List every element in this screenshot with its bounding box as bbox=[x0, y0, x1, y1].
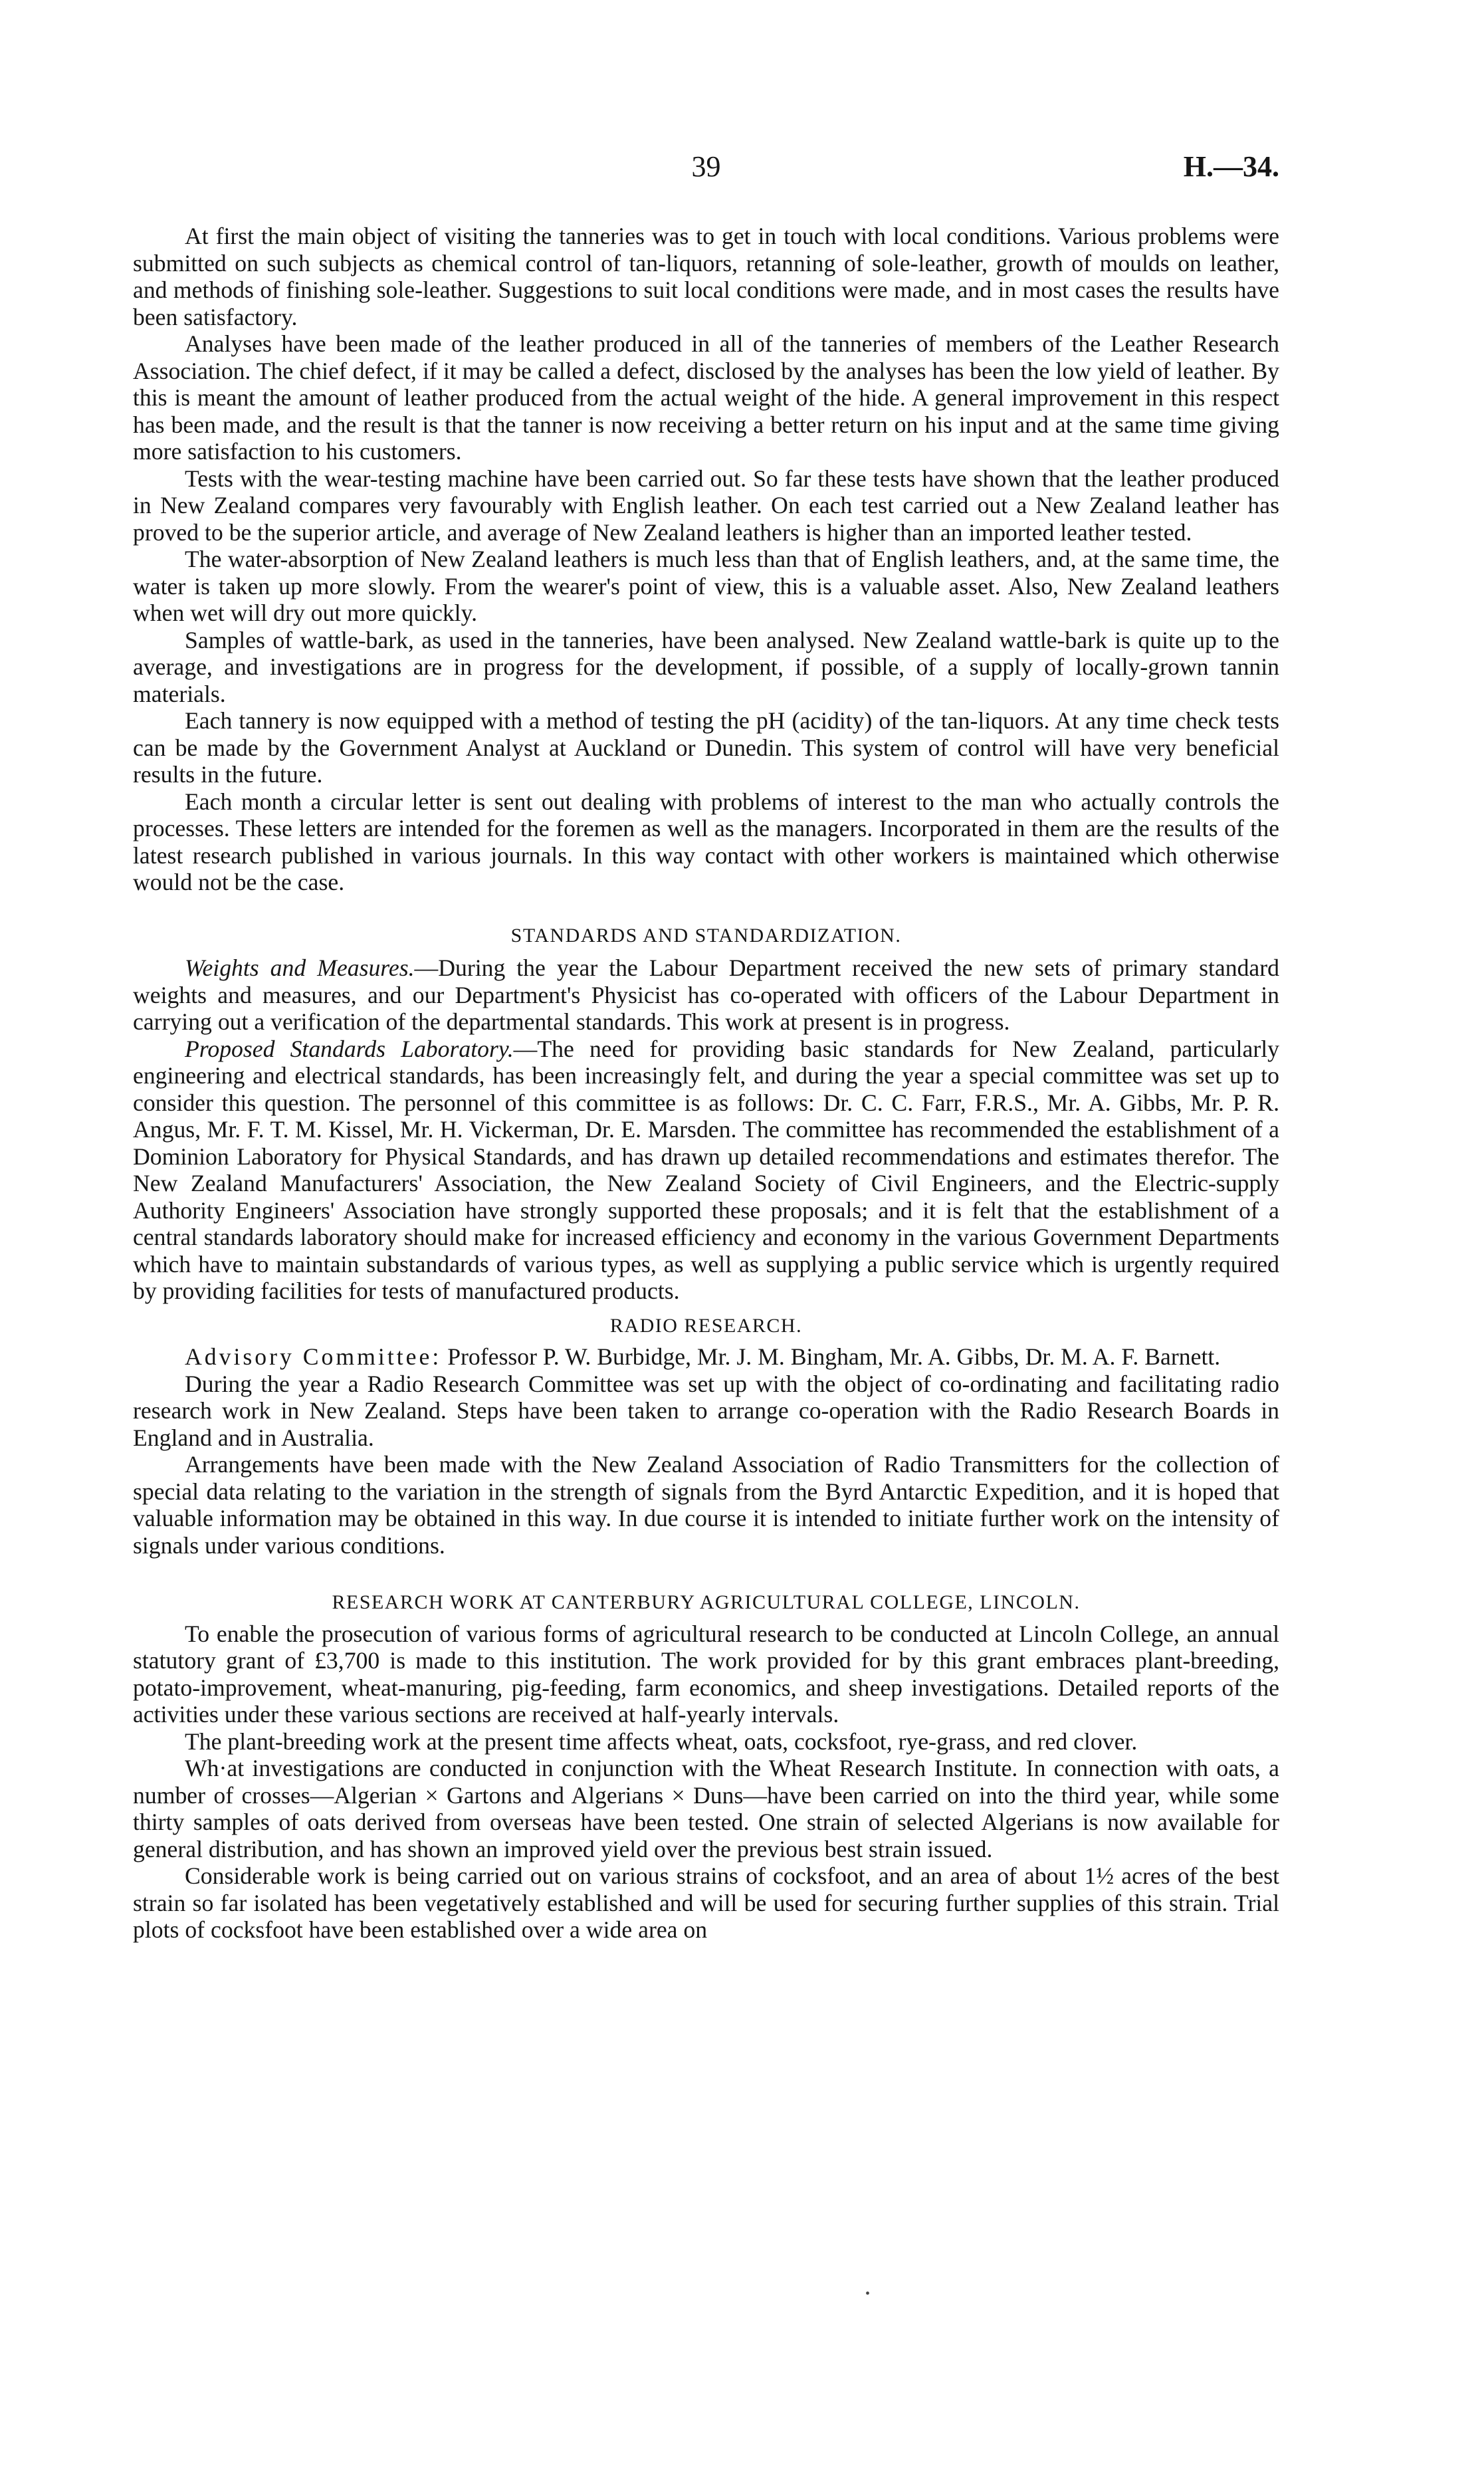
document-page bbox=[133, 150, 1279, 1944]
paragraph: Each tannery is now equipped with a method of testing the pH (acidity) of the tan-liquors. At any time check tests can be made by the Government Analyst at Auckland or Dunedin. This system of control will have very beneficial results in the future. bbox=[133, 707, 1279, 788]
committee-members: Professor P. W. Burbidge, Mr. J. M. Bingham, Mr. A. Gibbs, Dr. M. A. F. Barnett. bbox=[441, 1343, 1221, 1370]
paragraph: Samples of wattle-bark, as used in the tanneries, have been analysed. New Zealand wattle-bark is quite up to the average, and investigations are in progress for the development, if possible, of a supply of locally-grown tannin materials. bbox=[133, 626, 1279, 707]
paragraph: Tests with the wear-testing machine have been carried out. So far these tests have shown that the leather produced in New Zealand compares very favourably with English leather. On each test carried out a New Zealand leather has proved to be the superior article, and average of New Zealand leathers is higher than an imported leather tested. bbox=[133, 465, 1279, 546]
paragraph: Arrangements have been made with the New Zealand Association of Radio Transmitters for the collection of special data relating to the variation in the strength of signals from the Byrd Antarctic Expedition, and it is hoped that valuable information may be obtained in this way. In due course it is intended to initiate further work on the intensity of signals under various conditions. bbox=[133, 1451, 1279, 1559]
run-in-heading: Proposed Standards Laboratory. bbox=[185, 1035, 514, 1062]
paragraph: To enable the prosecution of various forms of agricultural research to be conducted at Lincoln College, an annual statutory grant of £3,700 is made to this institution. The work provided for by this grant embraces plant-breeding, potato-improvement, wheat-manuring, pig-feeding, farm economics, and sheep investigations. Detailed reports of the activities under these various sections are received at half-yearly intervals. bbox=[133, 1620, 1279, 1728]
paragraph: Each month a circular letter is sent out dealing with problems of interest to the man who actually controls the processes. These letters are intended for the foremen as well as the managers. Incorporated in them are the results of the latest research published in various journals. In this way contact with other workers is maintained which otherwise would not be the case. bbox=[133, 788, 1279, 895]
section-heading-radio: RADIO RESEARCH. bbox=[609, 1314, 803, 1337]
page-number: 39 bbox=[691, 150, 721, 183]
paragraph: Analyses have been made of the leather produced in all of the tanneries of members of the Leather Research Association. The chief defect, if it may be called a defect, disclosed by the analyses has been the low yield of leather. By this is meant the amount of leather produced from the actual weight of the hide. A general improvement in this respect has been made, and the result is that the tanner is now receiving a better return on his input and at the same time giving more satisfaction to his customers. bbox=[133, 330, 1279, 465]
paragraph-text: —During the year the Labour Department received the new sets of primary standard weights and measures, and our Department's Physicist has co-operated with officers of the Labour Department in carrying out a verification of the departmental standards. This work at present is in progress. bbox=[133, 954, 1279, 1035]
section-heading-lincoln: RESEARCH WORK AT CANTERBURY AGRICULTURAL COLLEGE, LINCOLN. bbox=[332, 1591, 1081, 1613]
paragraph: Wh·at investigations are conducted in conjunction with the Wheat Research Institute. In connection with oats, a number of crosses—Algerian × Gartons and Algerians × Duns—have been carried on into the third year, while some thirty samples of oats derived from overseas have been tested. One strain of selected Algerians is now available for general distribution, and has shown an improved yield over the previous best strain issued. bbox=[133, 1755, 1279, 1862]
body-text bbox=[133, 223, 1279, 1944]
paragraph: The water-absorption of New Zealand leathers is much less than that of English leathers, and, at the same time, the water is taken up more slowly. From the wearer's point of view, this is a valuable asset. Also, New Zealand leathers when wet will dry out more quickly. bbox=[133, 546, 1279, 626]
paragraph-text: —The need for providing basic standards for New Zealand, particularly engineering and electrical standards, has been increasingly felt, and during the year a special committee was set up to consider this question. The personnel of this committee is as follows: Dr. C. C. Farr, F.R.S., Mr. A. Gibbs, Mr. P. R. Angus, Mr. F. T. M. Kissel, Mr. H. Vickerman, Dr. E. Marsden. The committee has recommended the establishment of a Dominion Laboratory for Physical Standards, and has drawn up detailed recommendations and estimates therefor. The New Zealand Manufacturers' Association, the New Zealand Society of Civil Engineers, and the Electric-supply Authority Engineers' Association have strongly supported these proposals; and it is felt that the establishment of a central standards laboratory should make for increased efficiency and economy in the various Government Departments which have to maintain substandards of various types, as well as supplying a public service which is urgently required by providing facilities for tests of manufactured products. bbox=[133, 1035, 1279, 1304]
paragraph: At first the main object of visiting the tanneries was to get in touch with local conditions. Various problems were submitted on such subjects as chemical control of tan-liquors, retanning of sole-leather, growth of moulds on leather, and methods of finishing sole-leather. Suggestions to suit local conditions were made, and in most cases the results have been satisfactory. bbox=[133, 223, 1279, 330]
committee-label: Advisory Committee: bbox=[185, 1343, 442, 1370]
run-in-heading: Weights and Measures. bbox=[185, 954, 415, 981]
paragraph-advisory-committee bbox=[133, 1343, 1279, 1371]
paragraph-weights-and-measures bbox=[133, 954, 1279, 1036]
paragraph: Considerable work is being carried out on various strains of cocksfoot, and an area of about 1½ acres of the best strain so far isolated has been vegetatively established and will be used for securing further supplies of this strain. Trial plots of cocksfoot have been established over a wide area on bbox=[133, 1862, 1279, 1943]
running-head bbox=[133, 150, 1279, 189]
print-mark: • bbox=[865, 2287, 871, 2301]
section-heading-standards: STANDARDS AND STANDARDIZATION. bbox=[510, 924, 902, 947]
paragraph: The plant-breeding work at the present time affects wheat, oats, cocksfoot, rye-grass, and red clover. bbox=[185, 1728, 1138, 1755]
document-reference: H.—34. bbox=[1183, 150, 1279, 183]
paragraph: During the year a Radio Research Committee was set up with the object of co-ordinating and facilitating radio research work in New Zealand. Steps have been taken to arrange co-operation with the Radio Research Boards in England and in Australia. bbox=[133, 1370, 1279, 1451]
paragraph-standards-laboratory bbox=[133, 1036, 1279, 1305]
